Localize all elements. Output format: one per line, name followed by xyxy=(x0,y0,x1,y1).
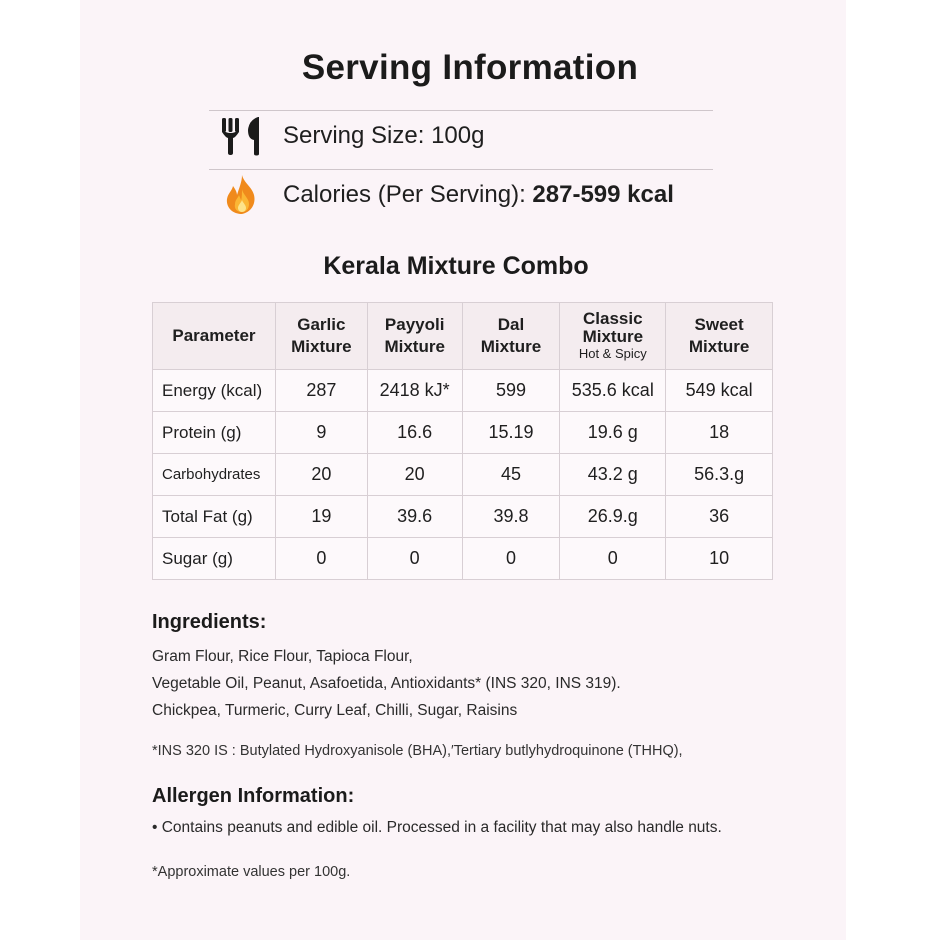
serving-size-row xyxy=(220,113,720,159)
column-header xyxy=(666,303,773,370)
table-cell: 45 xyxy=(462,454,560,496)
column-header-label: Dal xyxy=(497,315,525,334)
column-header xyxy=(560,303,666,370)
column-header-label: Mixture xyxy=(291,337,352,356)
column-header-label: Parameter xyxy=(172,326,256,345)
table-row xyxy=(153,412,773,454)
section-title: Kerala Mixture Combo xyxy=(323,252,589,280)
column-header xyxy=(153,303,276,370)
column-header-label: Payyoli xyxy=(384,315,445,334)
column-header xyxy=(462,303,560,370)
approx-note: *Approximate values per 100g. xyxy=(152,864,351,880)
table-cell: 20 xyxy=(275,454,367,496)
calories-value: 287-599 kcal xyxy=(532,181,674,208)
column-header-label: Mixture xyxy=(582,327,644,346)
table-cell: 19 xyxy=(275,496,367,538)
table-cell: 20 xyxy=(367,454,462,496)
column-header xyxy=(367,303,462,370)
calories-row xyxy=(220,172,720,218)
table-cell: 0 xyxy=(367,538,462,580)
row-label: Energy (kcal) xyxy=(153,370,276,412)
table-cell: 0 xyxy=(275,538,367,580)
table-cell: 39.6 xyxy=(367,496,462,538)
table-row xyxy=(153,538,773,580)
table-cell: 535.6 kcal xyxy=(560,370,666,412)
fire-icon xyxy=(220,172,270,218)
table-cell: 26.9.g xyxy=(560,496,666,538)
table-cell: 9 xyxy=(275,412,367,454)
table-cell: 16.6 xyxy=(367,412,462,454)
allergen-heading: Allergen Information: xyxy=(152,785,355,807)
ingredients-line: Chickpea, Turmeric, Curry Leaf, Chilli, Sugar, Raisins xyxy=(152,702,518,719)
table-row xyxy=(153,370,773,412)
table-cell: 36 xyxy=(666,496,773,538)
row-label: Protein (g) xyxy=(153,412,276,454)
ingredients-line: Vegetable Oil, Peanut, Asafoetida, Antioxidants* (INS 320, INS 319). xyxy=(152,675,621,692)
table-cell: 0 xyxy=(462,538,560,580)
table-cell: 287 xyxy=(275,370,367,412)
table-cell: 2418 kJ* xyxy=(367,370,462,412)
column-header-label: Mixture xyxy=(688,337,750,356)
table-row xyxy=(153,496,773,538)
ingredients-heading: Ingredients: xyxy=(152,611,267,633)
divider xyxy=(209,110,713,111)
table-cell: 10 xyxy=(666,538,773,580)
column-header-label: Garlic xyxy=(297,315,346,334)
table-cell: 43.2 g xyxy=(560,454,666,496)
row-label: Carbohydrates xyxy=(153,454,276,496)
calories-label: Calories (Per Serving): xyxy=(283,181,533,208)
table-row xyxy=(153,454,773,496)
ingredients-footnote: *INS 320 IS : Butylated Hydroxyanisole (BHA),′Tertiary butlyhydroquinone (THHQ), xyxy=(152,743,683,759)
allergen-text: • Contains peanuts and edible oil. Processed in a facility that may also handle nuts. xyxy=(152,819,722,836)
table-cell: 15.19 xyxy=(462,412,560,454)
ingredients-line: Gram Flour, Rice Flour, Tapioca Flour, xyxy=(152,648,413,665)
table-cell: 549 kcal xyxy=(666,370,773,412)
column-header-label: Mixture xyxy=(480,337,542,356)
column-header xyxy=(275,303,367,370)
row-label: Sugar (g) xyxy=(153,538,276,580)
table-cell: 18 xyxy=(666,412,773,454)
table-cell: 599 xyxy=(462,370,560,412)
column-header-label: Sweet xyxy=(694,315,744,334)
divider xyxy=(209,169,713,170)
table-cell: 39.8 xyxy=(462,496,560,538)
page-title: Serving Information xyxy=(301,48,639,87)
table-header-row xyxy=(153,303,773,370)
nutrition-table xyxy=(152,302,773,580)
calories-text xyxy=(283,181,674,209)
table-cell: 56.3.g xyxy=(666,454,773,496)
fork-knife-icon xyxy=(220,113,270,159)
column-header-label: Classic xyxy=(583,309,643,328)
row-label: Total Fat (g) xyxy=(153,496,276,538)
table-cell: 19.6 g xyxy=(560,412,666,454)
column-header-sublabel: Hot & Spicy xyxy=(578,346,647,361)
table-cell: 0 xyxy=(560,538,666,580)
serving-size-text: Serving Size: 100g xyxy=(283,122,485,149)
column-header-label: Mixture xyxy=(384,337,445,356)
ingredients-list xyxy=(152,643,621,724)
